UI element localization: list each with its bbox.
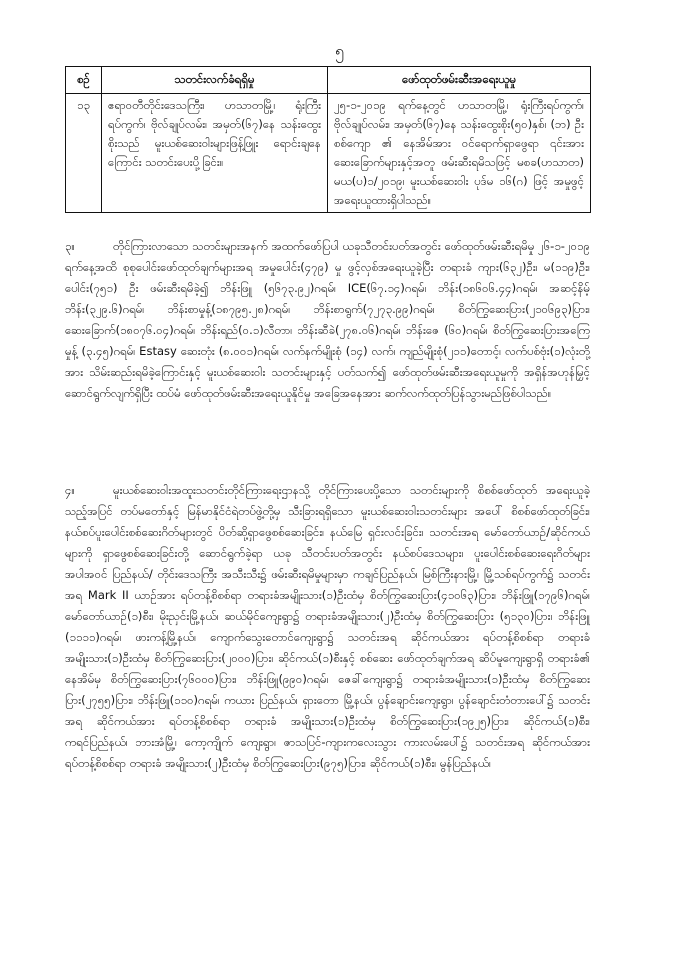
- header-number: စဉ်: [66, 67, 102, 94]
- row-source: ဧရာဝတီတိုင်းဒေသကြီး၊ ဟသာတမြို့၊ ရုံးကြီးရပ်ကွက်၊ ဗိုလ်ချုပ်လမ်း၊ အမှတ်(၆၇)နေ သန်းထွေးစိုးသည် မူးယစ်ဆေးဝါးများဖြန့်ဖြူး ရောင်းချနေကြောင်း သတင်းပေးပို့ခြင်း။: [102, 94, 328, 213]
- paragraph-3-number: ၃။: [65, 239, 75, 253]
- paragraph-4-number: ၄။: [65, 483, 75, 497]
- paragraph-3: [65, 236, 590, 404]
- page-number: ၅: [335, 41, 344, 60]
- news-table: [65, 66, 591, 213]
- header-source: သတင်းလက်ခံရရှိမှု: [102, 67, 328, 94]
- table-row: [66, 94, 591, 213]
- row-number: ၁၃: [66, 94, 102, 213]
- paragraph-4-text: မူးယစ်ဆေးဝါးအထူးသတင်းတိုင်ကြားရေးဌာနသို့ တိုင်ကြားပေးပို့သော သတင်းများကို စိစစ်ဖော်ထုတ် အရေးယူခဲ့သည့်အပြင် တပ်မတော်နှင့် မြန်မာနိုင်ငံရဲတပ်ဖွဲ့တို့မှ သီးခြားရရှိသော မူးယစ်ဆေးဝါးသတင်းများ အပေါ် စိစစ်ဖော်ထုတ်ခြင်း၊ နယ်စပ်ပူးပေါင်းစစ်ဆေးဂိတ်များတွင် ပိတ်ဆို့ရှာဖွေစစ်ဆေးခြင်း၊ နယ်မြေ ရှင်းလင်းခြင်း၊ သတင်းအရ မော်တော်ယာဉ်/ဆိုင်ကယ်များကို ရှာဖွေစစ်ဆေးခြင်းတို့ ဆောင်ရွက်ခဲ့ရာ ယခု သီတင်းပတ်အတွင်း နယ်စပ်ဒေသများ၊ ပူးပေါင်းစစ်ဆေးရေးဂိတ်များအပါအဝင် ပြည်နယ်/ တိုင်းဒေသကြီး အသီးသီး၌ ဖမ်းဆီးရမိမှုများမှာ ကချင်ပြည်နယ်၊ မြစ်ကြီးနားမြို့၊ မြို့သစ်ရပ်ကွက်၌ သတင်းအရ Mark II ယာဉ်အား ရပ်တန့်စိစစ်ရာ တရားခံအမျိုးသား(၁)ဦးထံမှ စိတ်ကြွဆေးပြား(၄၁၀၆၃)ပြား၊ ဘိန်းဖြူ(၁၇၉၆)ဂရမ်၊ မော်တော်ယာဉ်(၁)စီး၊ မိုးညှင်းမြို့နယ်၊ ဆယ်မိုင်ကျေးရွာ၌ တရားခံအမျိုးသား(၂)ဦးထံမှ စိတ်ကြွဆေးပြား (၅၁၃၀)ပြား၊ ဘိန်းဖြူ (၁၁၁၁)ဂရမ်၊ ဖားကန့်မြို့နယ်၊ ကျောက်သွေးတောင်ကျေးရွာ၌ သတင်းအရ ဆိုင်ကယ်အား ရပ်တန့်စိစစ်ရာ တရားခံ အမျိုးသား(၁)ဦးထံမှ စိတ်ကြွဆေးပြား(၂၀၀၀)ပြား၊ ဆိုင်ကယ်(၁)စီးနှင့် စစ်ဆေး ဖော်ထုတ်ချက်အရ ဆိပ်မူကျေးရွာရှိ တရားခံ၏ နေအိမ်မှ စိတ်ကြွဆေးပြား(၇၆၀၀၀)ပြား၊ ဘိန်းဖြူ(၉၉၀)ဂရမ်၊ ဇေခါ်ကျေးရွာ၌ တရားခံအမျိုးသား(၁)ဦးထံမှ စိတ်ကြွဆေးပြား(၂၇၅၅)ပြား၊ ဘိန်းဖြူ(၁၁၀)ဂရမ်၊ ကယား ပြည်နယ်၊ ရှားတော မြို့နယ်၊ ပွန်ချောင်းကျေးရွာ၊ ပွန်ချောင်းတံတားပေါ်၌ သတင်းအရ ဆိုင်ကယ်အား ရပ်တန့်စိစစ်ရာ တရားခံ အမျိုးသား(၁)ဦးထံမှ စိတ်ကြွဆေးပြား(၁၉၂၅)ပြား၊ ဆိုင်ကယ်(၁)စီး၊ ကရင်ပြည်နယ်၊ ဘားအံမြို့၊ ကော့ကျိုက် ကျေးရွာ၊ ဇာသပြင်-ကျားကလေးသွား ကားလမ်းပေါ်၌ သတင်းအရ ဆိုင်ကယ်အား ရပ်တန့်စိစစ်ရာ တရားခံ အမျိုးသား(၂)ဦးထံမှ စိတ်ကြွဆေးပြား(၉၇၅)ပြား၊ ဆိုင်ကယ်(၁)စီး၊ မွန်ပြည်နယ်၊: [65, 483, 590, 770]
- row-result: ၂၅-၁-၂၀၁၉ ရက်နေ့တွင် ဟသာတမြို့၊ ရုံးကြီးရပ်ကွက်၊ ဗိုလ်ချုပ်လမ်း၊ အမှတ်(၆၇)နေ သန်းထွေးစိုး(၅၀)နှစ်၊ (ဘ) ဦးစစ်ကျော ၏ နေအိမ်အား ဝင်ရောက်ရှာဖွေရာ ၎င်းအား ဆေးခြောက်များနှင့်အတူ ဖမ်းဆီးရမိသဖြင့် မစခ(ဟသာတ) မယ(ပ)၁/၂၀၁၉၊ မူးယစ်ဆေးဝါး ပုဒ်မ ၁၆(ဂ) ဖြင့် အမှုဖွင့် အရေးယူထားရှိပါသည်။: [328, 94, 591, 213]
- paragraph-3-text: တိုင်ကြားလာသော သတင်းများအနက် အထက်ဖော်ပြပါ ယခုသီတင်းပတ်အတွင်း ဖော်ထုတ်ဖမ်းဆီးရမိမှု ၂၆-၁-၂၀၁၉ ရက်နေ့အထိ စုစုပေါင်းဖော်ထုတ်ချက်များအရ အမှုပေါင်း(၄၇၉) မှု ဖွင့်လှစ်အရေးယူခဲ့ပြီး တရားခံ ကျား(၆၃၂)ဦး၊ မ(၁၁၉)ဦး၊ ပေါင်း(၇၅၁) ဦး ဖမ်းဆီးရမိခဲ့၍ ဘိန်းဖြူ (၅၆၇၃.၉၂)ဂရမ်၊ ICE(၆၇.၁၄)ဂရမ်၊ ဘိန်း(၁၈၆၀၆.၄၄)ဂရမ်၊ အဆင့်နိမ့်ဘိန်း(၃၂၉.၆)ဂရမ်၊ ဘိန်းစာမှုန့်(၁၈၇၉၅.၂၈)ဂရမ်၊ ဘိန်းစာရွက်(၇၂၇၃.၉၉)ဂရမ်၊ စိတ်ကြွဆေးပြား(၂၁၀၆၉၃)ပြား၊ ဆေးခြောက်(၁၈၀၇၆.၀၄)ဂရမ်၊ ဘိန်းရည်(၀.၁)လီတာ၊ ဘိန်းဆီခဲ(၂၇၈.၀၆)ဂရမ်၊ ဘိန်းဇေ (၆၀)ဂရမ်၊ စိတ်ကြွဆေးပြားအကြေမှုန့် (၃.၄၅)ဂရမ်၊ Estasy ဆေးတုံး (၈.၀၀၁)ဂရမ်၊ လက်နက်မျိုးစုံ (၁၄) လက်၊ ကျည်မျိုးစုံ(၂၁၁)တောင့်၊ လက်ပစ်ဗုံး(၁)လုံးတို့အား သိမ်းဆည်းရမိခဲ့ကြောင်းနှင့် မူးယစ်ဆေးဝါး သတင်းများနှင့် ပတ်သက်၍ ဖော်ထုတ်ဖမ်းဆီးအရေးယူမှုကို အရှိန်အဟုန်မြှင့် ဆောင်ရွက်လျက်ရှိပြီး ထပ်မံ ဖော်ထုတ်ဖမ်းဆီးအရေးယူနိုင်မှု အခြေအနေအား ဆက်လက်ထုတ်ပြန်သွားမည်ဖြစ်ပါသည်။: [65, 239, 590, 400]
- paragraph-4: [65, 480, 590, 774]
- header-result: ဖော်ထုတ်ဖမ်းဆီးအရေးယူမှု: [328, 67, 591, 94]
- table-header-row: [66, 67, 591, 94]
